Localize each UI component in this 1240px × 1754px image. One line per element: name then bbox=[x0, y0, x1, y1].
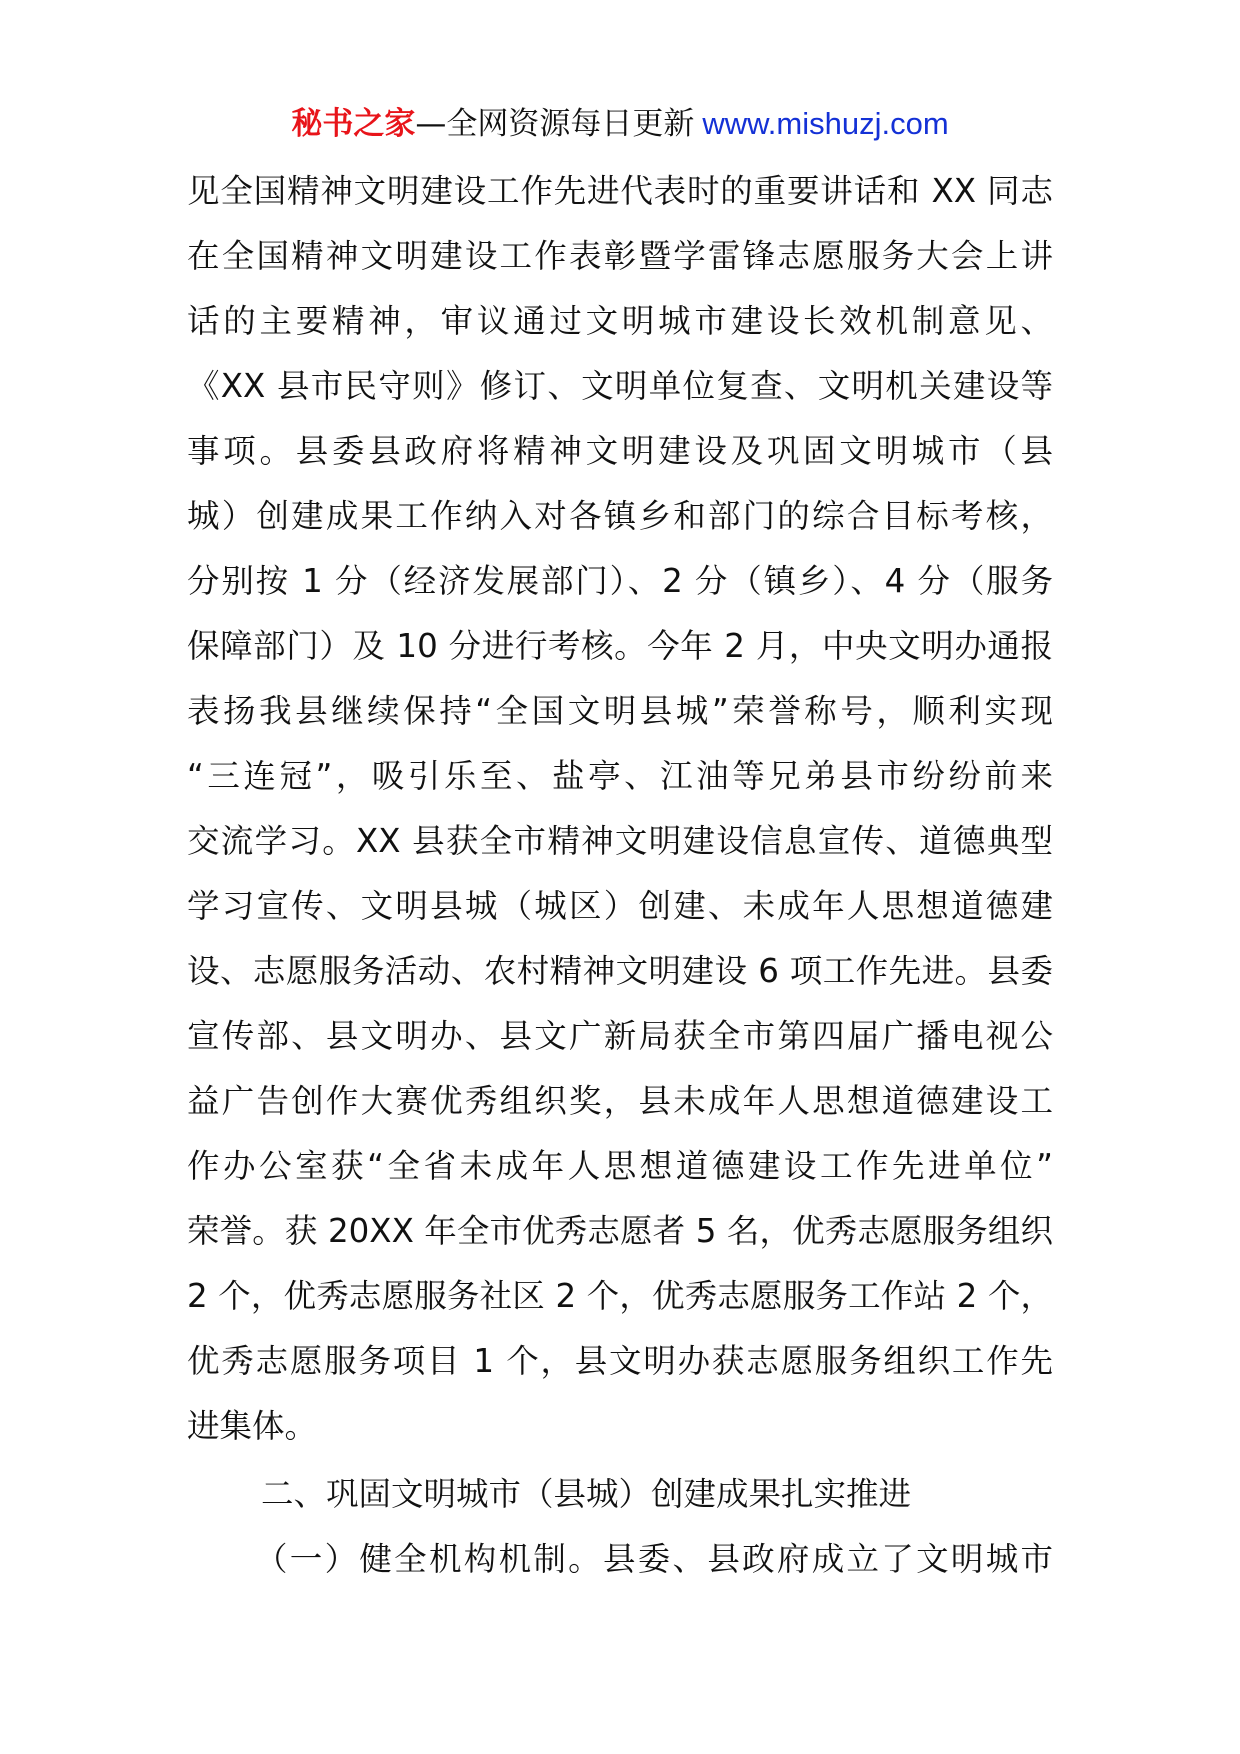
body-line: 益广告创作大赛优秀组织奖，县未成年人思想道德建设工 bbox=[187, 1082, 1053, 1120]
body-line: 优秀志愿服务项目 1 个，县文明办获志愿服务组织工作先 bbox=[187, 1342, 1053, 1380]
body-line: 《XX 县市民守则》修订、文明单位复查、文明机关建设等 bbox=[187, 367, 1053, 405]
body-line: 保障部门）及 10 分进行考核。今年 2 月，中央文明办通报 bbox=[187, 627, 1053, 665]
site-url-link[interactable]: www.mishuzj.com bbox=[702, 106, 949, 141]
body-line: 城）创建成果工作纳入对各镇乡和部门的综合目标考核， bbox=[187, 497, 1053, 535]
body-line: 2 个，优秀志愿服务社区 2 个，优秀志愿服务工作站 2 个， bbox=[187, 1277, 1053, 1315]
body-line: 分别按 1 分（经济发展部门）、2 分（镇乡）、4 分（服务 bbox=[187, 562, 1053, 600]
body-line: 表扬我县继续保持“全国文明县城”荣誉称号，顺利实现 bbox=[187, 692, 1053, 730]
site-brand: 秘书之家 bbox=[291, 106, 416, 142]
body-line: 进集体。 bbox=[187, 1407, 318, 1445]
body-line: 学习宣传、文明县城（城区）创建、未成年人思想道德建 bbox=[187, 887, 1053, 925]
body-line: 宣传部、县文明办、县文广新局获全市第四届广播电视公 bbox=[187, 1017, 1053, 1055]
body-line: 在全国精神文明建设工作表彰暨学雷锋志愿服务大会上讲 bbox=[187, 237, 1053, 275]
body-line: 作办公室获“全省未成年人思想道德建设工作先进单位” bbox=[187, 1147, 1053, 1185]
body-line: 设、志愿服务活动、农村精神文明建设 6 项工作先进。县委 bbox=[187, 952, 1053, 990]
body-line: 交流学习。XX 县获全市精神文明建设信息宣传、道德典型 bbox=[187, 822, 1053, 860]
section-heading: 二、巩固文明城市（县城）创建成果扎实推进 bbox=[261, 1475, 912, 1513]
site-header bbox=[0, 100, 1240, 148]
body-line: 话的主要精神，审议通过文明城市建设长效机制意见、 bbox=[187, 302, 1053, 340]
site-tagline: —全网资源每日更新 bbox=[415, 106, 695, 142]
body-line: “三连冠”，吸引乐至、盐亭、江油等兄弟县市纷纷前来 bbox=[187, 757, 1053, 795]
body-line: 荣誉。获 20XX 年全市优秀志愿者 5 名，优秀志愿服务组织 bbox=[187, 1212, 1053, 1250]
document-body bbox=[187, 159, 1053, 1592]
body-line: 见全国精神文明建设工作先进代表时的重要讲话和 XX 同志 bbox=[187, 172, 1053, 210]
subsection-heading: （一）健全机构机制。县委、县政府成立了文明城市 bbox=[255, 1540, 1053, 1578]
body-line: 事项。县委县政府将精神文明建设及巩固文明城市（县 bbox=[187, 432, 1053, 470]
